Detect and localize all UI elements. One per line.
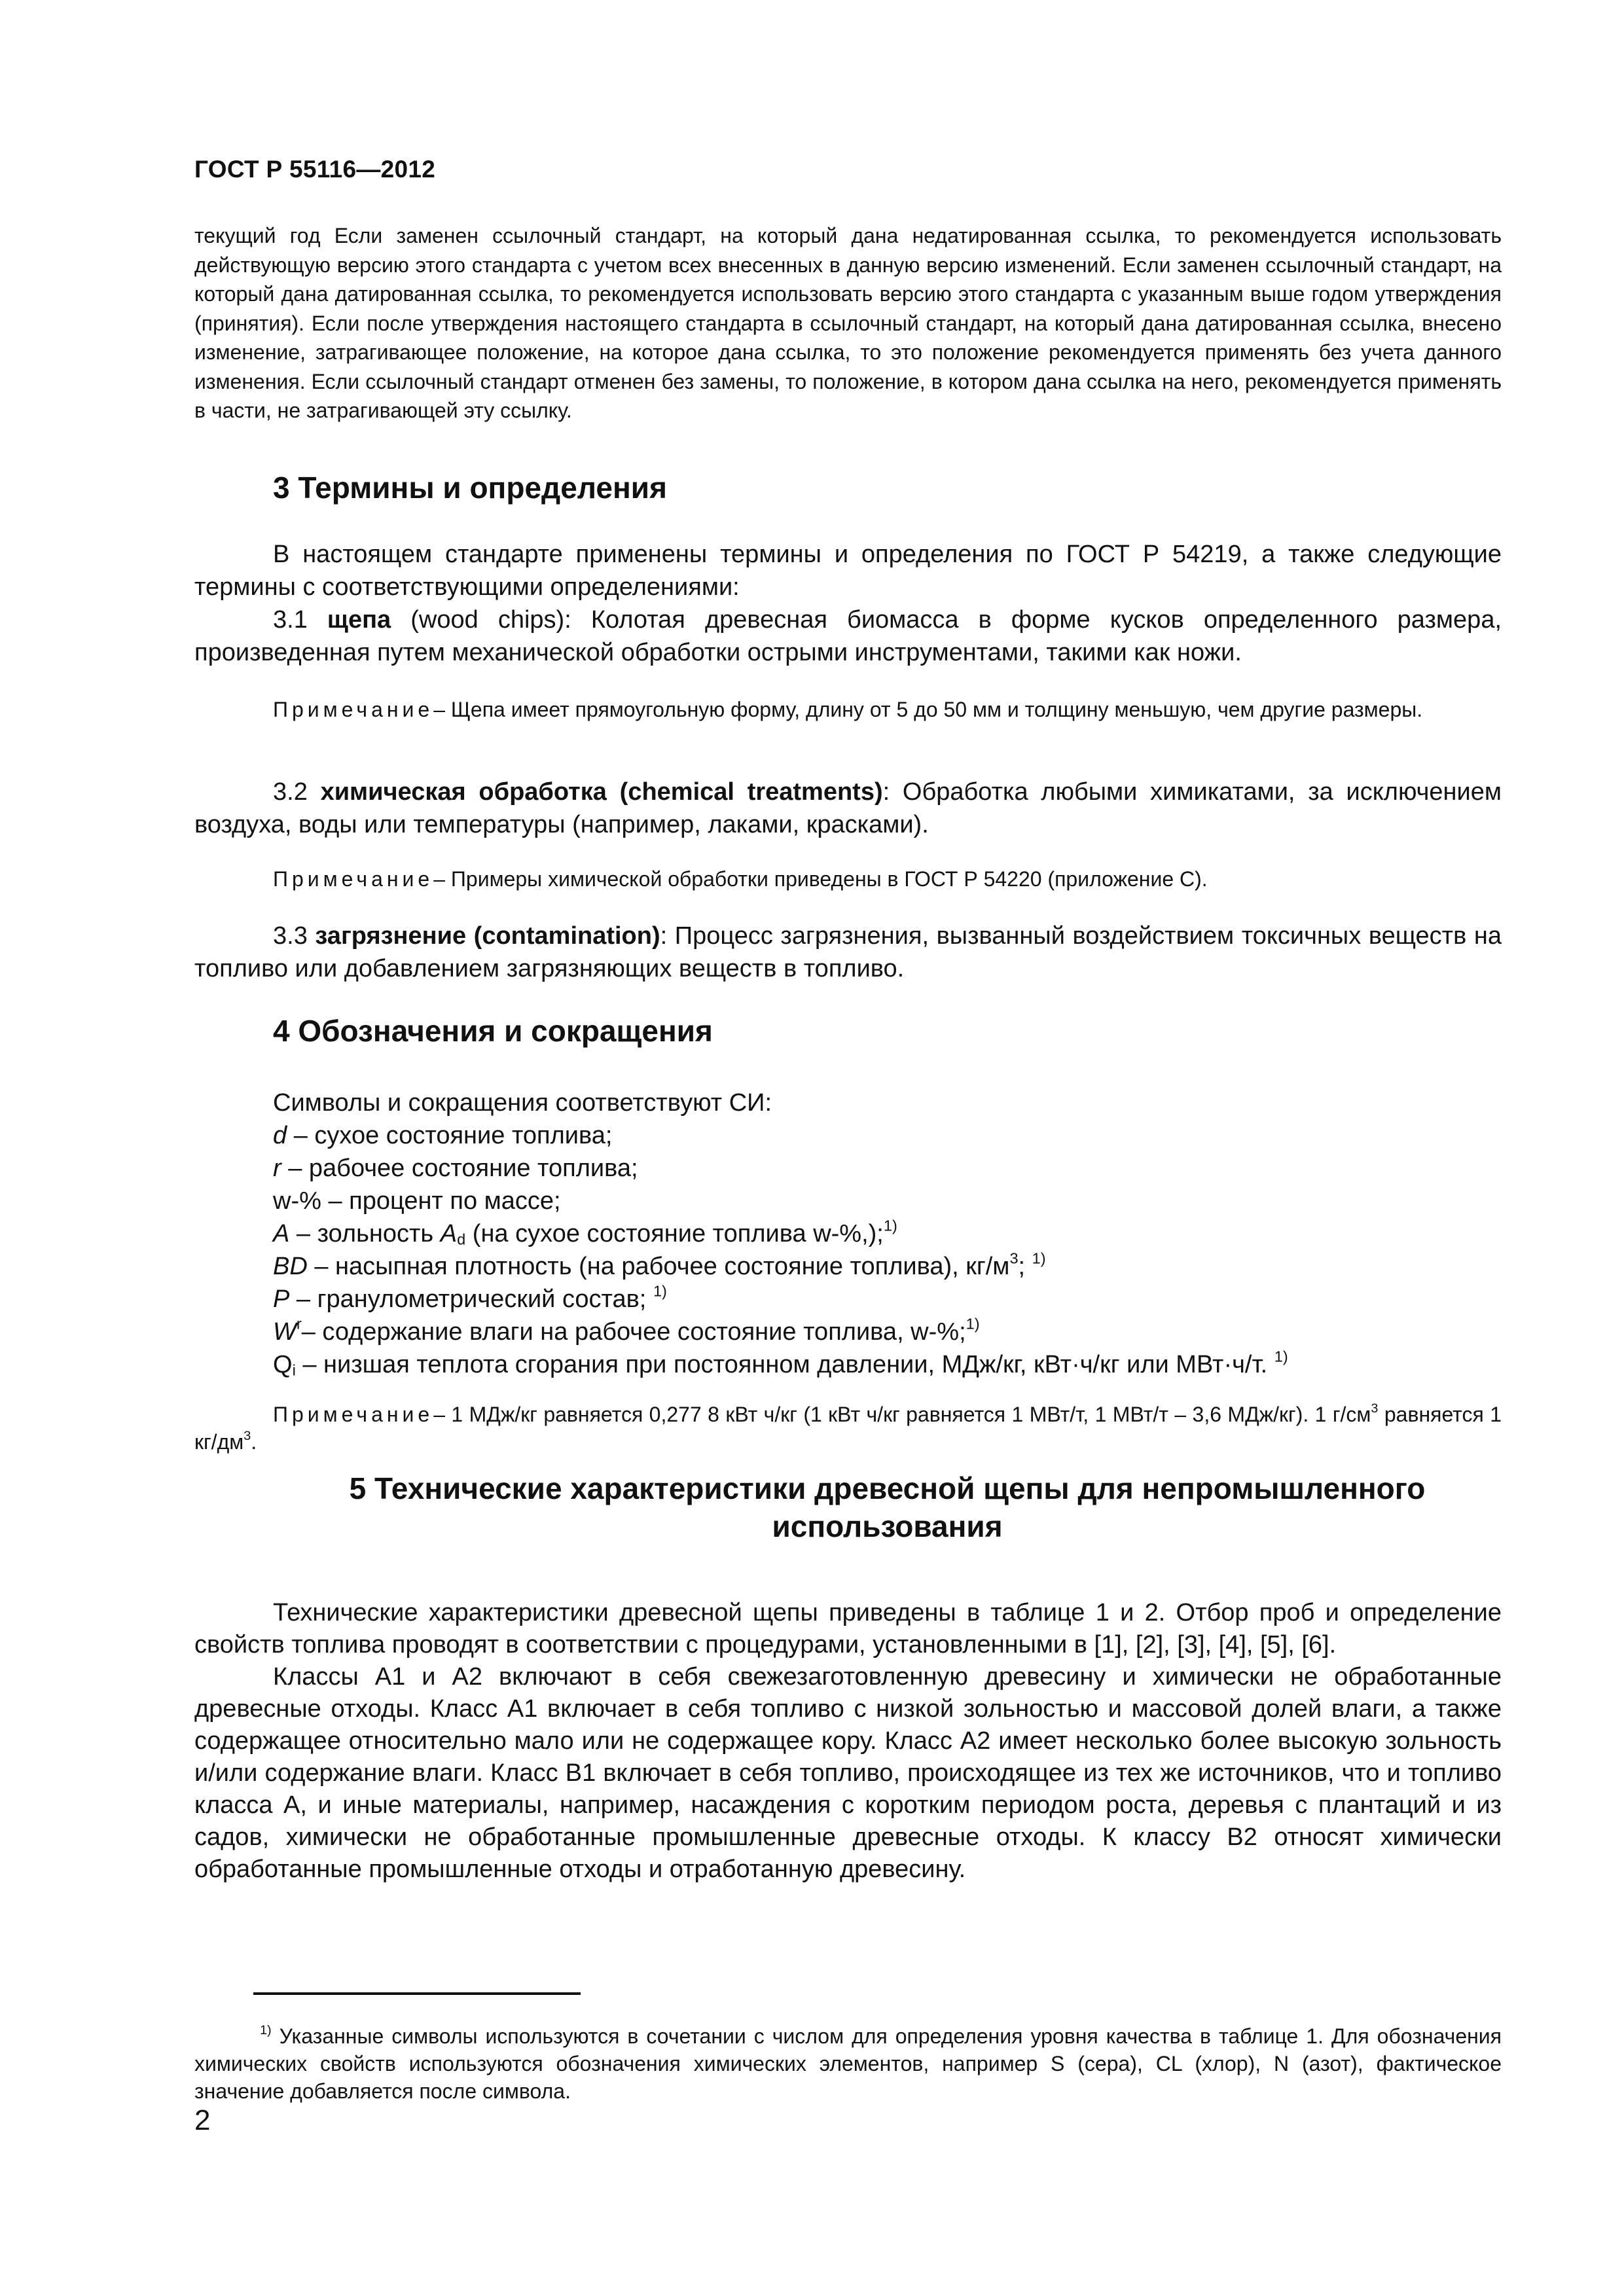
- term-3-1-number: 3.1: [273, 606, 308, 634]
- note-3-2: [194, 865, 1502, 893]
- term-3-1-english: (wood chips):: [410, 606, 571, 634]
- term-3-1-term: щепа: [327, 606, 391, 634]
- term-3-1: [194, 603, 1502, 669]
- footnote: [194, 2022, 1502, 2105]
- term-3-2: [194, 776, 1502, 841]
- symbol-p: P – гранулометрический состав; $^{1)}$: [273, 1282, 667, 1313]
- term-3-3-number: 3.3: [273, 922, 308, 950]
- note-label: Примечание: [273, 698, 434, 721]
- note-label: Примечание: [273, 1403, 434, 1426]
- section-3-intro: [194, 538, 1502, 603]
- intro-text: текущий год Если заменен ссылочный стандарт, на который дана недатированная ссылка, то рекомендуется использовать действующую версию этого стандарта с учетом всех внесенных в данную версию изменений. Если заменен ссылочный стандарт, на который дана датированная ссылка, то рекомендуется использовать версию этого стандарта с указанным выше годом утверждения (принятия). Если после утверждения настоящего стандарта в ссылочный стандарт, на который дана датированная ссылка, внесено изменение, затрагивающее положение, на которое дана ссылка, то это положение рекомендуется применять без учета данного изменения. Если ссылочный стандарт отменен без замены, то положение, в котором дана ссылка на него, рекомендуется применять в части, не затрагивающей эту ссылку.: [194, 224, 1502, 422]
- section-3-title: 3 Термины и определения: [273, 471, 667, 505]
- intro-paragraph: [194, 221, 1502, 425]
- section-5-body: [194, 1597, 1502, 1886]
- term-3-3-term: загрязнение (contamination): [315, 922, 660, 950]
- term-3-1-definition: Колотая древесная биомасса в форме кусков определенного размера, произведенная путем механической обработки острыми инструментами, такими как ножи.: [194, 606, 1502, 666]
- symbol-bd: BD – насыпная плотность (на рабочее состояние топлива), $кг/м^3$; $^{1)}$: [273, 1249, 1046, 1280]
- symbol-r: r – рабочее состояние топлива;: [273, 1155, 638, 1182]
- term-3-2-term: химическая обработка (chemical treatments): [320, 778, 883, 806]
- symbols-list: [273, 1086, 1288, 1381]
- term-3-2-number: 3.2: [273, 778, 308, 806]
- footnote-text: Указанные символы используются в сочетании с числом для определения уровня качества в таблице 1. Для обозначения химических свойств используются обозначения химических элементов, например S (сера), CL (хлор), N (азот), фактическое значение добавляется после символа.: [194, 2024, 1502, 2103]
- symbol-q: $Q_i$ – низшая теплота сгорания при постоянном давлении, МДж/кг, кВт·ч/кг или МВт·ч/т. $^{1)}$: [273, 1348, 1288, 1379]
- footnote-marker: 1): [260, 2023, 272, 2038]
- note-text: – Щепа имеет прямоугольную форму, длину от 5 до 50 мм и толщину меньшую, чем другие размеры.: [433, 698, 1423, 721]
- document-header: ГОСТ Р 55116—2012: [194, 156, 436, 183]
- symbol-w-percent: w-% – процент по массе;: [273, 1187, 561, 1215]
- term-3-3-definition: : Процесс загрязнения, вызванный воздействием токсичных веществ на топливо или добавлением загрязняющих веществ в топливо.: [194, 922, 1502, 982]
- section-3-intro-text: В настоящем стандарте применены термины и определения по ГОСТ Р 54219, а также следующие термины с соответствующими определениями:: [194, 541, 1502, 601]
- note-4: Примечание– 1 МДж/кг равняется 0,277 8 кВт ч/кг (1 кВт ч/кг равняется 1 МВт/т, 1 МВт/т – 3,6 МДж/кг). 1 $г/см^3$ равняется 1 $кг/дм^3$.: [194, 1401, 1502, 1454]
- term-3-3: [194, 920, 1502, 985]
- note-label: Примечание: [273, 867, 434, 891]
- page-number: 2: [194, 2104, 211, 2136]
- section-5-paragraph-1: Технические характеристики древесной щепы приведены в таблице 1 и 2. Отбор проб и определение свойств топлива проводят в соответствии с процедурами, установленными в [1], [2], [3], [4], [5], [6].: [194, 1599, 1502, 1659]
- symbol-a: A – зольность $A_d$ (на сухое состояние топлива w-%,);$^{1)}$: [273, 1217, 897, 1248]
- note-text: – Примеры химической обработки приведены в ГОСТ Р 54220 (приложение С).: [433, 867, 1208, 891]
- section-5-title: 5 Технические характеристики древесной щепы для непромышленного использования: [349, 1471, 1426, 1543]
- symbol-wr: $W^r-$ содержание влаги на рабочее состояние топлива, w-%;$^{1)}$: [273, 1315, 980, 1346]
- symbol-d: d – сухое состояние топлива;: [273, 1122, 613, 1149]
- symbols-lead: Символы и сокращения соответствуют СИ:: [273, 1089, 772, 1117]
- section-5-paragraph-2: Классы А1 и А2 включают в себя свежезаготовленную древесину и химически не обработанные древесные отходы. Класс А1 включает в себя топливо с низкой зольностью и массовой долей влаги, а также содержащее относительно мало или не содержащее кору. Класс А2 имеет несколько более высокую зольность и/или содержание влаги. Класс В1 включает в себя топливо, происходящее из тех же источников, что и топливо класса А, и иные материалы, например, насаждения с коротким периодом роста, деревья с плантаций и из садов, химически не обработанные промышленные древесные отходы. К классу В2 относят химически обработанные промышленные отходы и отработанную древесину.: [194, 1663, 1502, 1883]
- note-3-1: [194, 696, 1502, 723]
- footnote-separator: [253, 1992, 581, 1995]
- term-3-2-definition: : Обработка любыми химикатами, за исключением воздуха, воды или температуры (например, лаками, красками).: [194, 778, 1502, 838]
- section-4-title: 4 Обозначения и сокращения: [273, 1014, 713, 1048]
